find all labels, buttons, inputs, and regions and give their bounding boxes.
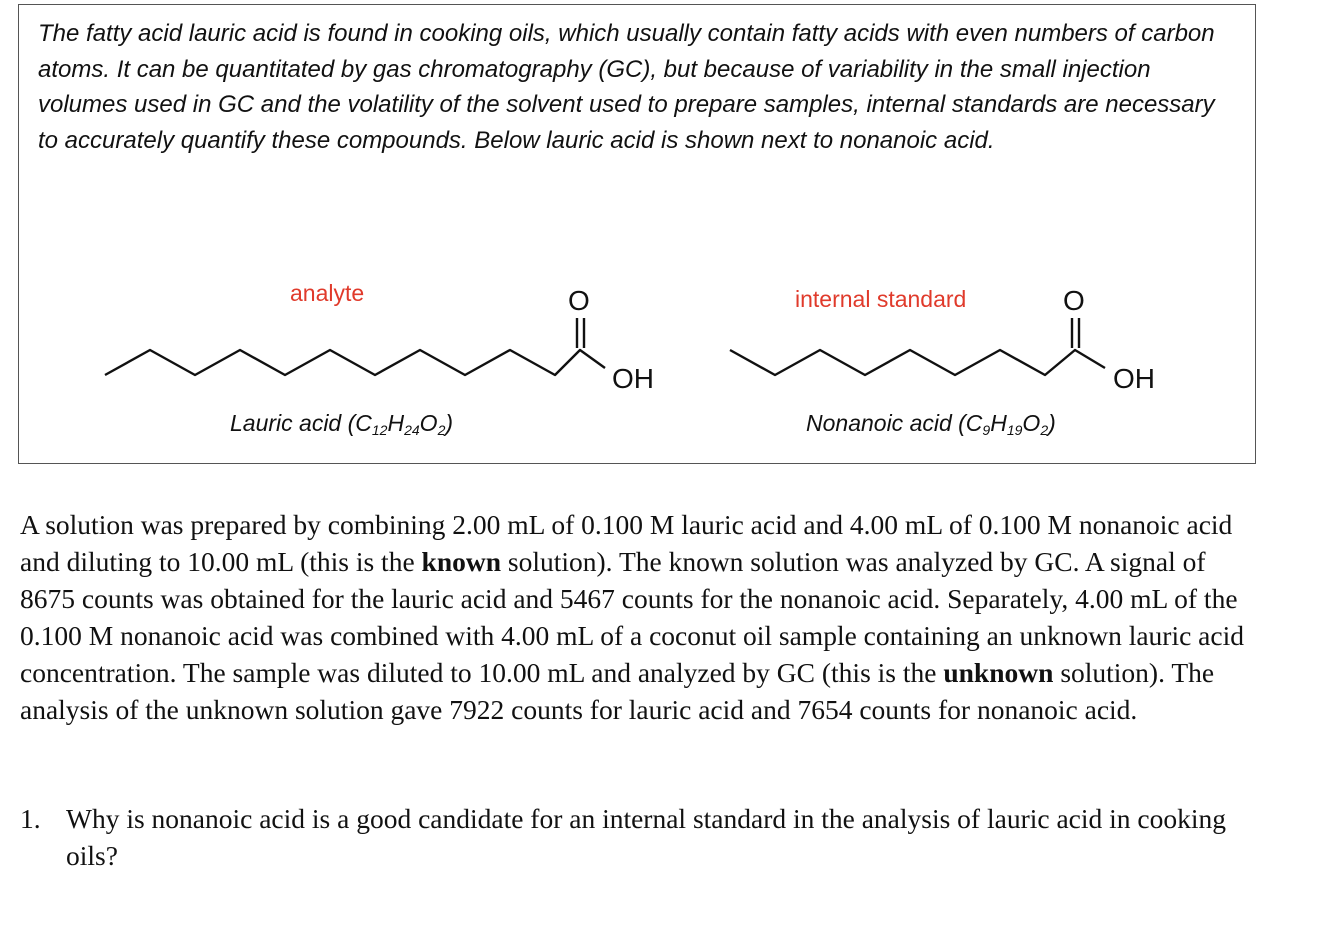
problem-paragraph: A solution was prepared by combining 2.00 mL of 0.100 M lauric acid and 4.00 mL of 0.100 M nonanoic acid and diluting to 10.00 mL (this is the known solution). The known solution was analyzed by GC. A signal of 8675 counts was obtained for the lauric acid and 5467 counts for the nonanoic acid. Separately, 4.00 mL of the 0.100 M nonanoic acid was combined with 4.00 mL of a coconut oil sample containing an unknown lauric acid concentration. The sample was diluted to 10.00 mL and analyzed by GC (this is the unknown solution). The analysis of the unknown solution gave 7922 counts for lauric acid and 7654 counts for nonanoic acid. bbox=[20, 509, 1244, 725]
analyte-label: analyte bbox=[290, 280, 365, 306]
nonanoic-oxygen-label: O bbox=[1063, 285, 1085, 316]
nonanoic-hydroxyl-label: OH bbox=[1113, 363, 1155, 394]
question-number: 1. bbox=[20, 803, 41, 834]
lauric-oxygen-label: O bbox=[568, 285, 590, 316]
question-text: Why is nonanoic acid is a good candidate for an internal standard in the analysis of lauric acid in cooking oils? bbox=[66, 803, 1226, 871]
internal-standard-label: internal standard bbox=[795, 286, 967, 312]
nonanoic-acid-caption: Nonanoic acid $(C_9H_{19}O_2)$ bbox=[806, 410, 1056, 438]
nonanoic-acid-structure bbox=[730, 318, 1105, 375]
intro-text: The fatty acid lauric acid is found in cooking oils, which usually contain fatty acids with even numbers of carbon atoms. It can be quantitated by gas chromatography (GC), but because of variability in the small injection volumes used in GC and the volatility of the solvent used to prepare samples, internal standards are necessary to accurately quantify these compounds. Below lauric acid is shown next to nonanoic acid. bbox=[38, 20, 1215, 154]
lauric-hydroxyl-label: OH bbox=[612, 363, 654, 394]
lauric-acid-caption: Lauric acid $(C_{12}H_{24}O_2)$ bbox=[230, 410, 454, 438]
lauric-acid-structure bbox=[105, 318, 605, 375]
